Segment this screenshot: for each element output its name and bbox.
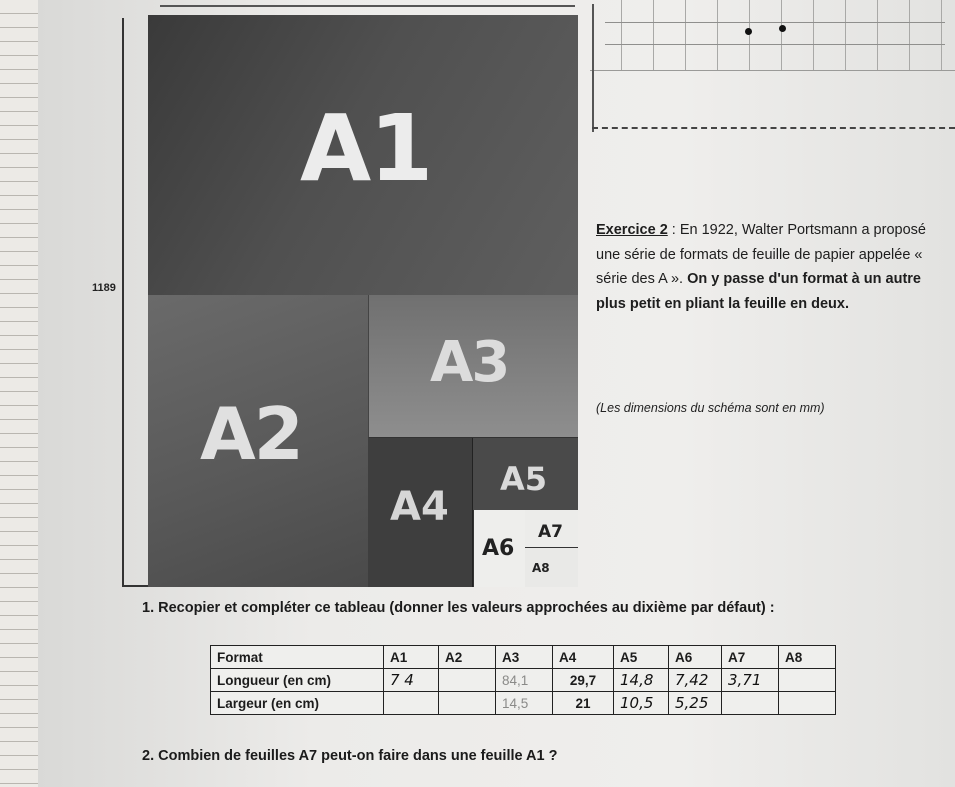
format-a5-label: A5 (500, 460, 548, 498)
table-header-row (211, 646, 836, 669)
table-cell: 10,5 (614, 692, 669, 715)
dimensions-note: (Les dimensions du schéma sont en mm) (596, 401, 825, 415)
table-header-cell: A7 (722, 646, 779, 669)
format-a8-label: A8 (532, 561, 550, 575)
table-header-cell: A4 (553, 646, 614, 669)
exercise-intro: : En 1922, Walter Portsmann a proposé une série de formats de feuille de papier appelée « série des A ». (596, 222, 926, 287)
exercise-statement (596, 218, 946, 316)
grid-line (605, 22, 945, 23)
question-1: 1. Recopier et compléter ce tableau (donner les valeurs approchées au dixième par défaut) : (142, 600, 775, 616)
grid-paper-area (590, 0, 955, 71)
row-label: Largeur (en cm) (211, 692, 384, 715)
format-a7-label: A7 (538, 522, 563, 542)
table-cell: 84,1 (496, 669, 553, 692)
width-dimension-line (160, 5, 575, 7)
table-header-cell: Format (211, 646, 384, 669)
table-row (211, 692, 836, 715)
formats-table (210, 645, 836, 715)
dot-mark (779, 25, 786, 32)
table-header-cell: A8 (779, 646, 836, 669)
table-header-cell: A6 (669, 646, 722, 669)
notebook-margin (0, 0, 42, 787)
table-row (211, 669, 836, 692)
table-cell: 7 4 (384, 669, 439, 692)
height-label: 1189 (92, 282, 116, 294)
table-cell (722, 692, 779, 715)
table-cell: 3,71 (722, 669, 779, 692)
table-header-cell: A3 (496, 646, 553, 669)
table-cell (439, 669, 496, 692)
dot-mark (745, 28, 752, 35)
margin-line (592, 4, 594, 132)
grid-line (605, 44, 945, 45)
format-a3-label: A3 (430, 330, 509, 395)
table-cell (779, 692, 836, 715)
table-header-cell: A1 (384, 646, 439, 669)
table-cell: 7,42 (669, 669, 722, 692)
exercise-title: Exercice 2 (596, 222, 668, 238)
exercise-folding-rule: On y passe d'un format à un autre plus petit en pliant la feuille en deux. (596, 271, 921, 312)
table-cell: 14,5 (496, 692, 553, 715)
height-dimension-line (122, 18, 124, 586)
row-label: Longueur (en cm) (211, 669, 384, 692)
dashed-separator (592, 127, 955, 129)
table-cell: 5,25 (669, 692, 722, 715)
table-cell: 21 (553, 692, 614, 715)
table-header-cell: A5 (614, 646, 669, 669)
table-cell (779, 669, 836, 692)
table-cell (439, 692, 496, 715)
table-header-cell: A2 (439, 646, 496, 669)
table-cell: 29,7 (553, 669, 614, 692)
question-2: 2. Combien de feuilles A7 peut-on faire dans une feuille A1 ? (142, 748, 558, 764)
format-a4-label: A4 (390, 484, 449, 530)
table-cell (384, 692, 439, 715)
format-a1-label: A1 (300, 95, 432, 202)
format-a6-label: A6 (482, 536, 515, 561)
format-a2-label: A2 (200, 392, 302, 476)
table-cell: 14,8 (614, 669, 669, 692)
